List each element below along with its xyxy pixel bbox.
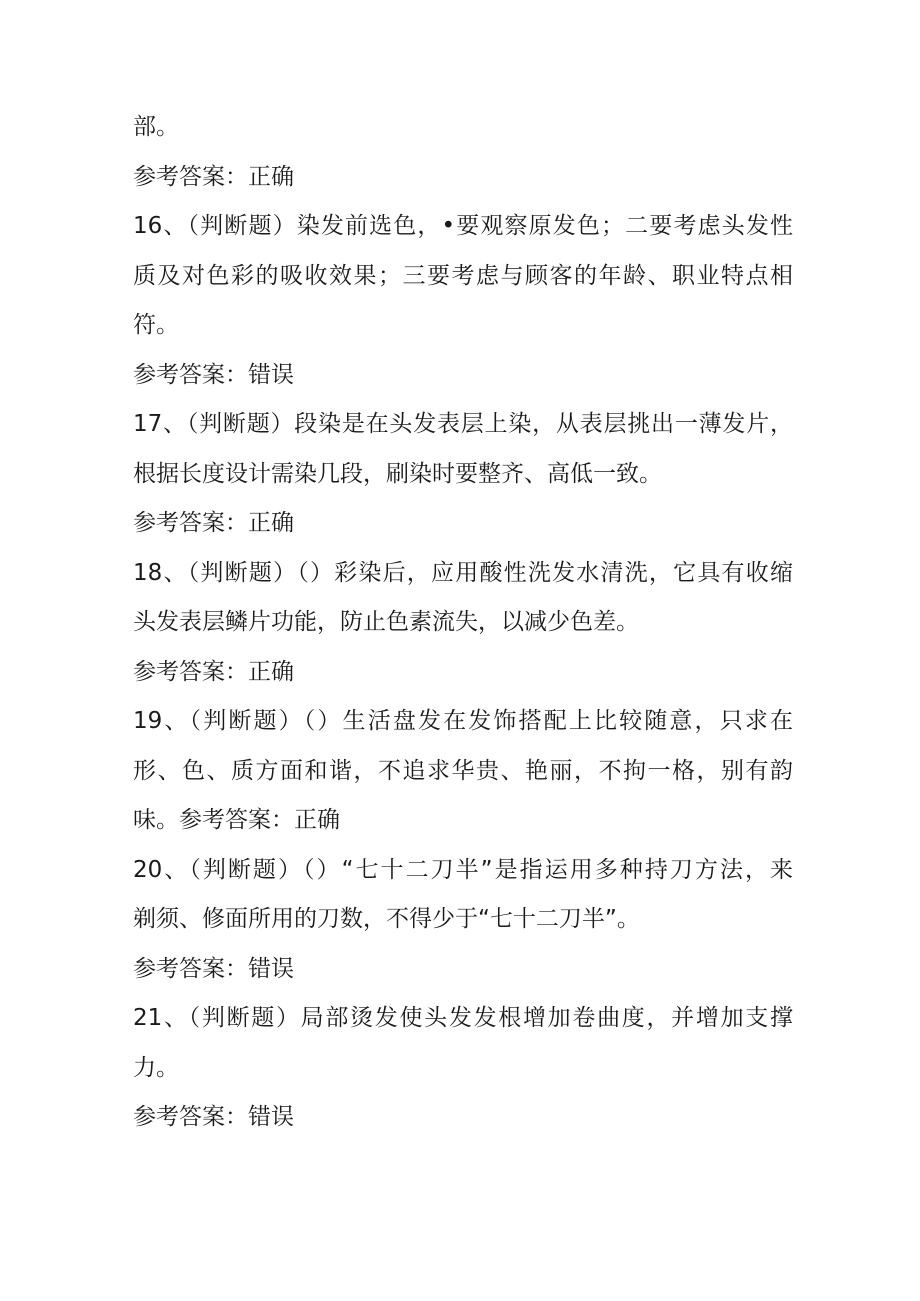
question-17-line-2: 根据长度设计需染几段，刷染时要整齐、高低一致。: [133, 460, 662, 487]
answer-line: 参考答案：错误: [133, 361, 294, 388]
question-21-line-1: 21、（判断题）局部烫发使头发发根增加卷曲度，并增加支撑: [133, 1005, 793, 1031]
answer-line: 参考答案：正确: [133, 510, 294, 536]
question-16-line-2: 质及对色彩的吸收效果；三要考虑与顾客的年龄、职业特点相: [133, 262, 793, 289]
question-16-line-1: 16、（判断题）染发前选色，•要观察原发色；二要考虑头发性: [133, 213, 793, 239]
question-18-line-2: 头发表层鳞片功能，防止色素流失，以减少色差。: [133, 609, 639, 635]
answer-line: 参考答案：正确: [133, 658, 294, 685]
question-19-line-3: 味。参考答案：正确: [133, 807, 340, 833]
answer-line: 参考答案：正确: [133, 163, 294, 190]
question-20-line-1: 20、（判断题）（）“七十二刀半”是指运用多种持刀方法，来: [133, 856, 793, 883]
answer-line: 参考答案：错误: [133, 955, 294, 982]
question-18-line-1: 18、（判断题）（）彩染后，应用酸性洗发水清洗，它具有收缩: [133, 559, 793, 586]
question-16-line-3: 符。: [133, 312, 179, 338]
question-17-line-1: 17、（判断题）段染是在头发表层上染，从表层挑出一薄发片，: [133, 411, 793, 437]
question-19-line-1: 19、（判断题）（）生活盘发在发饰搭配上比较随意，只求在: [133, 708, 793, 734]
text-line-1: 部。: [133, 114, 179, 140]
question-list: [133, 103, 793, 1143]
question-20-line-2: 剃须、修面所用的刀数，不得少于“七十二刀半”。: [133, 906, 640, 932]
question-19-line-2: 形、色、质方面和谐，不追求华贵、艳丽，不拘一格，别有韵: [133, 757, 793, 784]
answer-line: 参考答案：错误: [133, 1104, 294, 1130]
question-21-line-2: 力。: [133, 1054, 179, 1081]
